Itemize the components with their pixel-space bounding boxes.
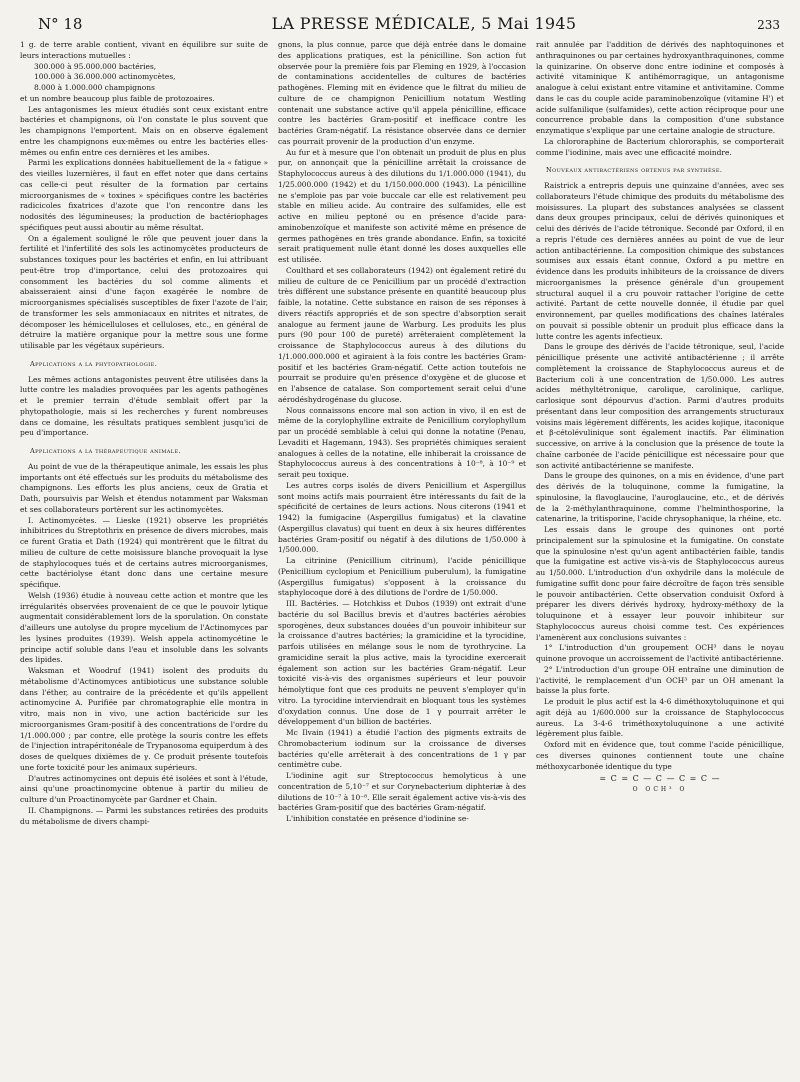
paragraph: rait annulée par l'addition de dérivés des naphtoquinones et anthraquinones ou par certaines hydroxyanthraquinones, comme la quinizarine. On observe donc entre iodinine et composés à activité vitaminique K antihémorragique, un antagonisme analogue à celui existant entre vitamine et antivitamine. Comme dans le cas du couple acide paraminobenzoïque (vitamine H') et acide sulfanilique (sulfamides), cette action réciproque pour une concurrence probable dans la composition d'une substance enzymatique s'explique par une certaine analogie de structure.: [536, 40, 784, 135]
section-heading: Applications a la thérapeutique animale.: [30, 447, 182, 455]
ratio-line: 8.000 à 1.000.000 champignons: [34, 83, 155, 92]
paragraph: Dans le groupe des dérivés de l'acide tétronique, seul, l'acide pénicillique présente une activité antibactérienne ; il arrête complètement la croissance de Staphylococcus aureus et de Bacterium coli à une concentration de 1/50.000. Les autres acides méthyltétronique, carolique, carolinique, carlique, carlosique sont dépourvus d'action. Parmi d'autres produits présentant dans leur composition des arrangements structuraux voisins mais légèrement différents, les acides kojique, itaconique et β-cétolévulinique sont également inactifs. Par élimination successive, on arrive à la conclusion que la présence de toute la chaîne carbonée de l'acide pénicillique est nécessaire pour que son activité antibactérienne se manifeste.: [536, 342, 784, 470]
paragraph: Raistrick a entrepris depuis une quinzaine d'années, avec ses collaborateurs l'étude chimique des produits du métabolisme des moisissures. La plupart des substances analysées se classent dans deux groupes principaux, celui de dérivés quinoniques et celui des dérivés de l'acide tétronique. Secondé par Oxford, il en a repris l'étude ces dernières années au point de vue de leur action antibactérienne. La composition chimique des substances soumises aux essais étant connue, Oxford a pu mettre en évidence dans les produits inhibiteurs de la croissance de divers microorganismes la présence générale d'un groupement structural auquel il a cru pouvoir rattacher l'origine de cette activité. Partant de cette nouvelle donnée, il étudie par quel environnement, par quelles modifications des chaînes latérales on pouvait si possible obtenir un produit plus efficace dans la lutte contre les agents infectieux.: [536, 181, 784, 341]
section-heading: Nouveaux antibactériens obtenus par synthèse.: [546, 166, 723, 175]
paragraph: La citrinine (Penicillium citrinum), l'acide pénicillique (Penicillium cyclopium et Penicillium puberulum), la fumigatine (Aspergillus fumigatus) s'opposent à la croissance du staphylocoque doré à des dilutions de l'ordre de 1/50.000.: [278, 556, 526, 598]
paragraph: Les essais dans le groupe des quinones ont porté principalement sur la spinulosine et la fumigatine. On constate que la spinulosine n'est qu'un agent antibactérien faible, tandis que la fumigatine est active vis-à-vis de Staphylococcus aureus au 1/50.000. L'introduction d'un oxhydrile dans la molécule de fumigatine suffit donc pour faire décroître de façon très sensible le pouvoir antibactérien. Cette observation conduisit Oxford à préparer les divers dérivés hydroxy, hydroxy-méthoxy de la toluquinone et à essayer leur pouvoir inhibiteur sur Staphylococcus aureus choisi comme test. Ces expériences l'amenèrent aux conclusions suivantes :: [536, 525, 784, 642]
paragraph: 2° L'introduction d'un groupe OH entraîne une diminution de l'activité, le remplacement d'un OCH³ par un OH amenant la baisse la plus forte.: [536, 664, 784, 696]
paragraph: Au fur et à mesure que l'on obtenait un produit de plus en plus pur, on annonçait que la pénicilline arrêtait la croissance de Staphylococcus aureus à des dilutions du 1/1.000.000 (1941), du 1/25.000.000 (1942) et du 1/150.000.000 (1943). La pénicilline ne s'emploie pas par voie buccale car elle est relativement peu stable en milieu acide. Au contraire des sulfamides, elle est active en milieu peptoné ou en présence d'acide para-aminobenzoïque et manifeste son activité même en présence de germes pathogènes en très grande abondance. Enfin, sa toxicité serait pratiquement nulle étant donné les doses auxquelles elle est utilisée.: [278, 147, 526, 264]
soil-ratio-list: [34, 62, 268, 94]
chemical-formula-substituents: O OCH³ O: [632, 786, 688, 793]
ratio-line: 300.000 à 95.000.000 bactéries,: [34, 61, 157, 71]
paragraph: Les autres corps isolés de divers Penicillium et Aspergillus sont moins actifs mais pourraient être intéressants du fait de la spécificité de certaines de leurs actions. Nous citerons (1941 et 1942) la fumigacine (Aspergillus fumigatus) et la clavatine (Aspergillus clavatus) qui tuent en deux à six heures différentes bactéries Gram-positif ou négatif à des dilutions de 1/50.000 à 1/500.000.: [278, 480, 526, 555]
paragraph: Oxford mit en évidence que, tout comme l'acide pénicillique, ces diverses quinones contiennent toute une chaîne méthoxycarbonée identique du type: [536, 740, 784, 771]
paragraph: Nous connaissons encore mal son action in vivo, il en est de même de la corylophylline extraite de Penicillium corylophyllum par un procédé semblable à celui qui donne la notatine (Penau, Levaditi et Hagemann, 1943). Ses propriétés chimiques seraient analogues à celles de la notatine, elle inhiberait la croissance de Staphylococcus aureus à des concentrations à 10⁻⁸, à 10⁻⁹ et serait peu toxique.: [278, 405, 526, 479]
paragraph: II. Champignons. — Parmi les substances retirées des produits du métabolisme de divers champi-: [20, 805, 268, 826]
paragraph: Dans le groupe des quinones, on a mis en évidence, d'une part des dérivés de la toluquinone, comme la fumigatine, la spinulosine, la flavoglaucine, l'auroglaucine, etc., et de dérivés de la 2-méthylanthraquinone, comme l'helminthosporine, la catenarine, la tritisporine, l'acide chrysophanique, la rhéine, etc.: [536, 471, 784, 524]
section-heading: Applications a la phytopathologie.: [30, 359, 158, 368]
ratio-line: 100.000 à 36.000.000 actinomycètes,: [34, 72, 176, 82]
paragraph: 1 g. de terre arable contient, vivant en équilibre sur suite de leurs interactions mutuelles :: [20, 40, 268, 60]
page-header: [38, 14, 780, 40]
chemical-formula: = C = C — C — C = C —: [599, 774, 721, 784]
issue-number: N° 18: [38, 15, 83, 33]
paragraph: Coulthard et ses collaborateurs (1942) ont également retiré du milieu de culture de ce Penicillium par un procédé d'extraction très différent une substance présente en quantité beaucoup plus faible, la notatine. Cette substance en raison de ses réponses à divers réactifs appropriés et de son spectre d'absorption serait analogue au ferment jaune de Warburg. Les produits les plus purs (90 pour 100 de pureté) arrêteraient complètement la croissance de Staphylococcus aureus à des dilutions du 1/1.000.000.000 et agiraient à la fois contre les bactéries Gram-positif et les bactéries Gram-négatif. Cette action toutefois ne pourrait se produire qu'en présence d'oxygène et de glucose et en l'absence de catalase. Son comportement serait celui d'une aérodéshydrogénase du glucose.: [278, 265, 526, 404]
paragraph: D'autres actinomycines ont depuis été isolées et sont à l'étude, ainsi qu'une proactinomycine obtenue à partir du milieu de culture d'un Proactinomycète par Gardner et Chain.: [20, 773, 268, 804]
paragraph: L'iodinine agit sur Streptococcus hemolyticus à une concentration de 5,10⁻⁷ et sur Corynebacterium diphteriæ à des dilutions de 10⁻⁷ à 10⁻⁸. Elle serait également active vis-à-vis des bactéries Gram-positif que des bactéries Gram-négatif.: [278, 771, 526, 813]
article-body: [20, 40, 784, 1076]
paragraph: Parmi les explications données habituellement de la « fatigue » des vieilles luzernières, il faut en effet noter que dans certains cas celle-ci peut résulter de la formation par certains microorganismes de « toxines » spécifiques contre les bactéries radicicoles fixatrices d'azote que l'on rencontre dans les nodosités des légumineuses; la production de bactériophages spécifiques peut aussi aboutir au même résultat.: [20, 158, 268, 232]
journal-title: LA PRESSE MÉDICALE, 5 Mai 1945: [271, 14, 577, 33]
paragraph: On a également souligné le rôle que peuvent jouer dans la fertilité et l'infertilité des sols les actinomycètes producteurs de substances toxiques pour les bactéries et enfin, en lui attribuant peut-être trop d'importance, celui des protozoaires qui consomment les bactéries du sol comme aliments et abaisseraient ainsi d'une façon exagérée le nombre de microorganismes spécialisés susceptibles de fixer l'azote de l'air, de transformer les sels ammoniacaux en nitrites et nitrates, de décomposer les hémicelluloses et celluloses, etc., en général de détruire la matière organique pour la mettre sous une forme utilisable par les végétaux supérieurs.: [20, 233, 268, 350]
paragraph: I. Actinomycètes. — Lieske (1921) observe les propriétés inhibitrices du Streptothrix en présence de divers microbes, mais ce furent Gratia et Dath (1924) qui montrèrent que le filtrat du milieu de culture de cette moisissure blanche provoquait la lyse de staphylocoques tués et de certains autres microorganismes, cette bactériolyse étant donc dans une certaine mesure spécifique.: [20, 515, 268, 589]
paragraph: La chlororaphine de Bacterium chlororaphis, se comporterait comme l'iodinine, mais avec une efficacité moindre.: [536, 136, 784, 157]
paragraph: Au point de vue de la thérapeutique animale, les essais les plus importants ont été effectués sur les produits du métabolisme des champignons. Les efforts les plus anciens, ceux de Gratia et Dath, poursuivis par Welsh et étendus notamment par Waksman et ses collaborateurs portèrent sur les actinomycètes.: [20, 461, 268, 514]
paragraph: Le produit le plus actif est la 4-6 diméthoxytoluquinone et qui agit déjà au 1/600.000 sur la croissance de Staphylococcus aureus. La 3-4-6 triméthoxytoluquinone a une activité légèrement plus faible.: [536, 697, 784, 739]
paragraph: gnons, la plus connue, parce que déjà entrée dans le domaine des applications pratiques, est la pénicilline. Son action fut observée pour la première fois par Fleming en 1929, à l'occasion de contaminations accidentelles de cultures de bactéries pathogènes. Fleming mit en évidence que le filtrat du milieu de culture de ce champignon Penicillium notatum Westling contenait une substance active qu'il appela pénicilline, efficace contre les bactéries Gram-positif et inefficace contre les bactéries Gram-négatif. La résistance observée dans ce dernier cas pourrait provenir de la production d'un enzyme.: [278, 40, 526, 146]
paragraph: Waksman et Woodruf (1941) isolent des produits du métabolisme d'Actinomyces antibioticus une substance soluble dans l'éther, au contraire de la précédente et qu'ils appellent actinomycine A. Purifiée par chromatographie elle montra in vitro, mais non in vivo, une action bactéricide sur les microorganismes Gram-positif à des concentrations de l'ordre du 1/1.000.000 ; par contre, elle protège la souris contre les effets de l'injection intrapéritonéale de Trypanosoma equiperdum à des doses de quelques dixièmes de γ. Ce produit présente toutefois une forte toxicité pour les animaux supérieurs.: [20, 666, 268, 772]
paragraph: Welsh (1936) étudie à nouveau cette action et montre que les irrégularités observées provenaient de ce que le pouvoir lytique augmentait considérablement lors de la sporulation. On constate d'ailleurs une autolyse du propre mycelium de l'Actinomyces par les lysines produites (1939). Welsh appela actinomycétine le principe actif soluble dans l'eau et insoluble dans les solvants des lipides.: [20, 590, 268, 665]
page-number: 233: [757, 18, 780, 32]
paragraph: et un nombre beaucoup plus faible de protozoaires.: [20, 93, 215, 103]
paragraph: Les antagonismes les mieux étudiés sont ceux existant entre bactéries et champignons, où l'on constate le plus souvent que les champignons l'emportent. Mais on en observe également entre les champignons eux-mêmes ou entre les bactéries elles-mêmes ou enfin entre ces dernières et les amibes.: [20, 104, 268, 157]
paragraph: III. Bactéries. — Hotchkiss et Dubos (1939) ont extrait d'une bactérie du sol Bacillus brevis et d'autres bactéries aérobies sporogènes, deux substances douées d'un pouvoir inhibiteur sur la croissance d'autres bactéries; la gramicidine et la tyrocidine, parfois utilisées en mélange sous le nom de tyrothrycine. La gramicidine serait la plus active, mais la tyrocidine exercerait également son action sur les bactéries Gram-négatif. Leur toxicité vis-à-vis des organismes supérieurs et leur pouvoir hémolytique font que ces produits ne peuvent s'employer qu'in vitro. La tyrocidine interviendrait en bloquant tous les systèmes d'oxydation connus. Une dose de 1 γ pourrait arrêter le développement d'un billion de bactéries.: [278, 599, 526, 727]
column-2: [278, 40, 526, 1076]
column-1: [20, 40, 268, 1076]
paragraph: Mc Ilvain (1941) a étudié l'action des pigments extraits de Chromobacterium iodinum sur la croissance de diverses bactéries qu'elle arrêterait à des concentrations de 1 γ par centimètre cube.: [278, 728, 526, 770]
column-3: [536, 40, 784, 1076]
paragraph: L'inhibition constatée en présence d'iodinine se-: [286, 814, 469, 823]
paragraph: Les mêmes actions antagonistes peuvent être utilisées dans la lutte contre les maladies provoquées par les agents pathogènes et le premier terrain d'étude semblait offert par la phytopathologie, mais si les recherches y furent nombreuses dans ce domaine, les résultats pratiques semblent jusqu'ici de peu d'importance.: [20, 374, 268, 438]
paragraph: 1° L'introduction d'un groupement OCH³ dans le noyau quinone provoque un accroissement de l'activité antibactérienne.: [536, 643, 784, 663]
